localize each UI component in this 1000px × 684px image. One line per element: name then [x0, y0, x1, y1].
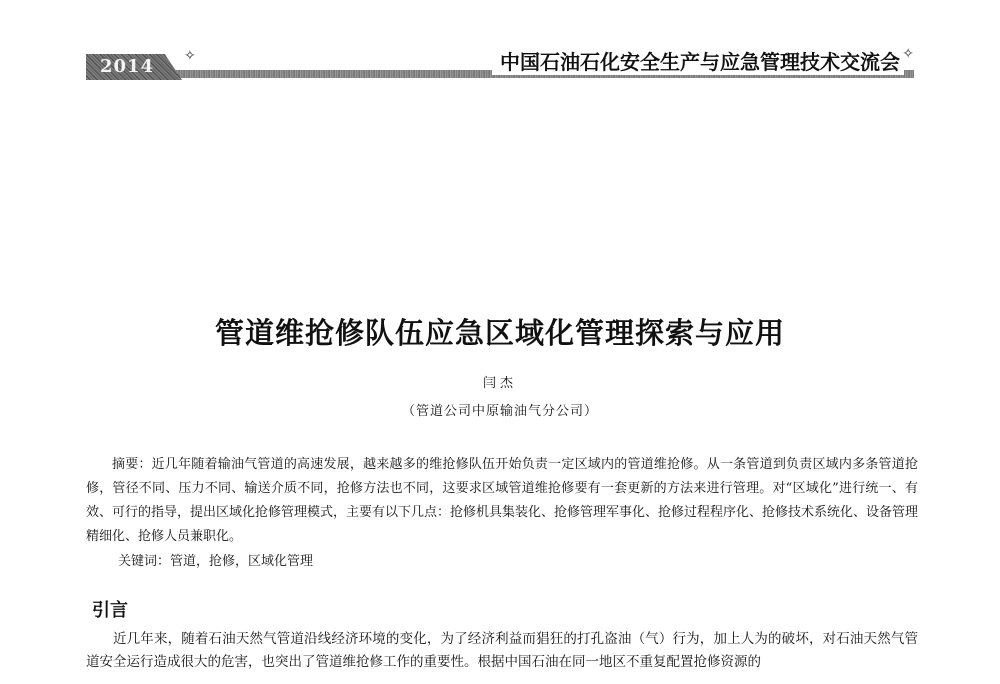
- conference-title: 中国石油石化安全生产与应急管理技术交流会: [492, 46, 904, 75]
- keywords: 关键词：管道，抢修，区域化管理: [118, 554, 314, 569]
- paper-title: 管道维抢修队伍应急区域化管理探索与应用: [214, 316, 785, 351]
- running-header: [86, 46, 914, 82]
- intro-paragraph: 近几年来，随着石油天然气管道沿线经济环境的变化，为了经济利益而猖狂的打孔盗油（气）行为，加上人为的破坏，对石油天然气管道安全运行造成很大的危害，也突出了管道维抢修工作的重要性。根据中国石油在同一地区不重复配置抢修资源的: [86, 631, 918, 670]
- section-heading: 引言: [92, 600, 128, 621]
- sparkle-icon: ✧: [184, 48, 196, 64]
- abstract: 摘要：近几年随着输油气管道的高速发展，越来越多的维抢修队伍开始负责一定区域内的管道维抢修。从一条管道到负责区域内多条管道抢修，管径不同、压力不同、输送介质不同，抢修方法也不同，这要求区域管道维抢修要有一套更新的方法来进行管理。对“区域化”进行统一、有效、可行的指导，提出区域化抢修管理模式，主要有以下几点：抢修机具集装化、抢修管理军事化、抢修过程程序化、抢修技术系统化、设备管理精细化、抢修人员兼职化。: [86, 457, 919, 544]
- header-year: 2014: [100, 56, 155, 77]
- author-name: 闫杰: [482, 376, 517, 391]
- sparkle-icon: ✧: [902, 46, 914, 62]
- author-affiliation: （管道公司中原输油气分公司）: [401, 404, 598, 419]
